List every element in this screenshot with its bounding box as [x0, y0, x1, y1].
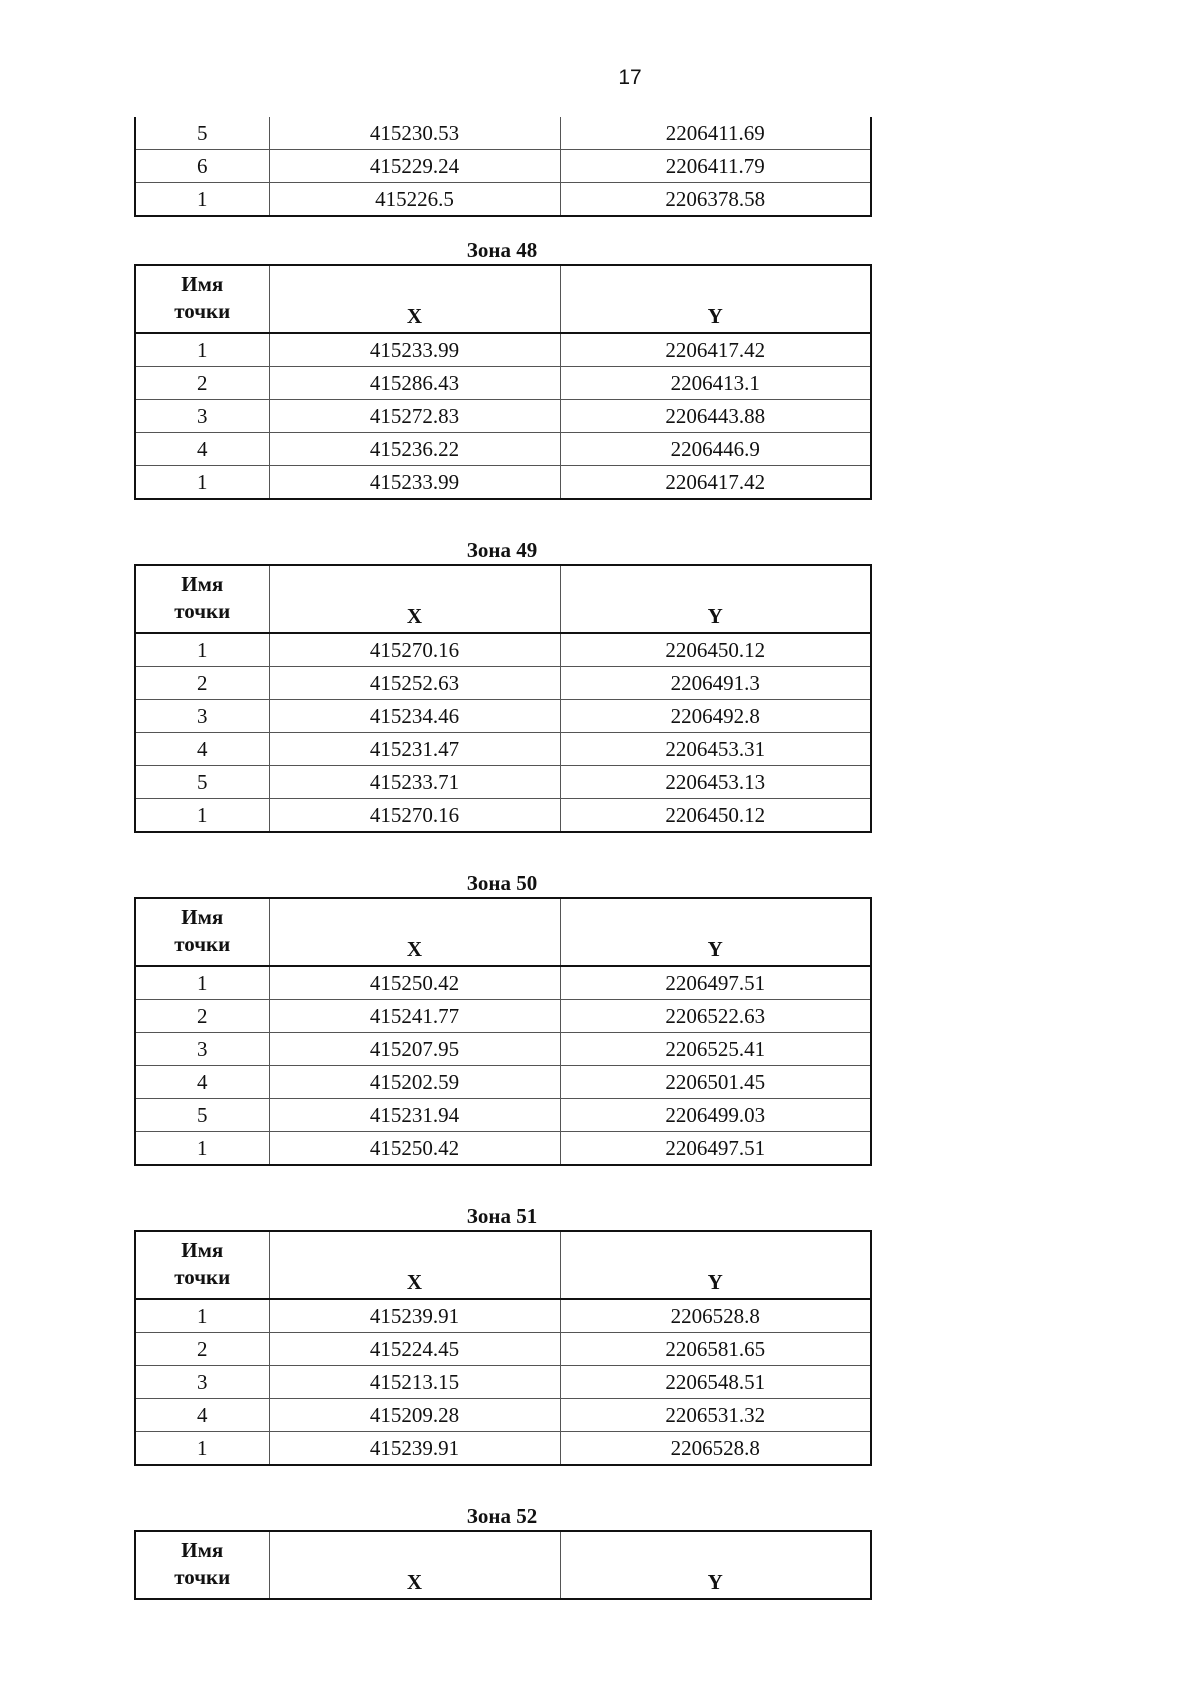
y-coordinate-cell: 2206499.03 [560, 1099, 871, 1132]
header-row [135, 1531, 871, 1599]
x-coordinate-cell: 415230.53 [269, 117, 560, 150]
table-row [135, 667, 871, 700]
header-row [135, 1231, 871, 1299]
coordinates-table [134, 264, 872, 500]
y-coordinate-cell: 2206446.9 [560, 433, 871, 466]
y-coordinate-cell: 2206492.8 [560, 700, 871, 733]
coordinates-table [134, 897, 872, 1166]
x-coordinate-cell: 415229.24 [269, 150, 560, 183]
table-row [135, 117, 871, 150]
y-coordinate-cell: 2206450.12 [560, 633, 871, 667]
point-name-cell: 1 [135, 183, 269, 217]
zone-title: Зона 52 [466, 1504, 538, 1528]
y-coordinate-cell: 2206443.88 [560, 400, 871, 433]
y-coordinate-cell: 2206522.63 [560, 1000, 871, 1033]
table-row [135, 1066, 871, 1099]
table-row [135, 333, 871, 367]
header-row [135, 265, 871, 333]
y-coordinate-cell: 2206453.13 [560, 766, 871, 799]
point-name-cell: 1 [135, 1132, 269, 1166]
x-coordinate-cell: 415226.5 [269, 183, 560, 217]
x-header: X [269, 265, 560, 333]
point-name-cell: 5 [135, 117, 269, 150]
point-name-cell: 4 [135, 1066, 269, 1099]
coordinates-table [134, 1230, 872, 1466]
point-name-cell: 3 [135, 400, 269, 433]
y-coordinate-cell: 2206528.8 [560, 1299, 871, 1333]
y-coordinate-cell: 2206497.51 [560, 966, 871, 1000]
table-row [135, 1299, 871, 1333]
zone-title: Зона 51 [466, 1204, 538, 1228]
y-coordinate-cell: 2206531.32 [560, 1399, 871, 1432]
x-coordinate-cell: 415239.91 [269, 1299, 560, 1333]
y-header: Y [560, 898, 871, 966]
point-name-cell: 3 [135, 700, 269, 733]
y-coordinate-cell: 2206491.3 [560, 667, 871, 700]
x-coordinate-cell: 415239.91 [269, 1432, 560, 1466]
table-row [135, 1099, 871, 1132]
point-name-cell: 1 [135, 1299, 269, 1333]
x-coordinate-cell: 415234.46 [269, 700, 560, 733]
zone-title: Зона 49 [466, 538, 538, 562]
x-coordinate-cell: 415250.42 [269, 1132, 560, 1166]
table-row [135, 733, 871, 766]
header-row [135, 565, 871, 633]
point-name-cell: 1 [135, 633, 269, 667]
table-row [135, 433, 871, 466]
point-name-cell: 1 [135, 333, 269, 367]
table-row [135, 966, 871, 1000]
point-name-cell: 4 [135, 433, 269, 466]
table-row [135, 1033, 871, 1066]
point-name-cell: 1 [135, 1432, 269, 1466]
point-name-cell: 6 [135, 150, 269, 183]
table-row [135, 1399, 871, 1432]
x-header: X [269, 1231, 560, 1299]
y-coordinate-cell: 2206501.45 [560, 1066, 871, 1099]
y-coordinate-cell: 2206413.1 [560, 367, 871, 400]
table-row [135, 766, 871, 799]
point-name-header: Имя точки [135, 898, 269, 966]
point-name-cell: 2 [135, 367, 269, 400]
table-row [135, 633, 871, 667]
x-coordinate-cell: 415272.83 [269, 400, 560, 433]
x-coordinate-cell: 415233.71 [269, 766, 560, 799]
y-coordinate-cell: 2206497.51 [560, 1132, 871, 1166]
y-coordinate-cell: 2206417.42 [560, 466, 871, 500]
x-coordinate-cell: 415207.95 [269, 1033, 560, 1066]
table-row [135, 1000, 871, 1033]
point-name-cell: 2 [135, 667, 269, 700]
x-coordinate-cell: 415231.47 [269, 733, 560, 766]
point-name-cell: 2 [135, 1000, 269, 1033]
y-coordinate-cell: 2206453.31 [560, 733, 871, 766]
point-name-header: Имя точки [135, 1531, 269, 1599]
table-row [135, 466, 871, 500]
x-coordinate-cell: 415209.28 [269, 1399, 560, 1432]
x-coordinate-cell: 415224.45 [269, 1333, 560, 1366]
y-coordinate-cell: 2206525.41 [560, 1033, 871, 1066]
table-row [135, 1333, 871, 1366]
x-header: X [269, 1531, 560, 1599]
point-name-header: Имя точки [135, 565, 269, 633]
x-coordinate-cell: 415252.63 [269, 667, 560, 700]
point-name-cell: 1 [135, 966, 269, 1000]
x-coordinate-cell: 415236.22 [269, 433, 560, 466]
table-row [135, 1366, 871, 1399]
x-coordinate-cell: 415202.59 [269, 1066, 560, 1099]
y-coordinate-cell: 2206548.51 [560, 1366, 871, 1399]
y-coordinate-cell: 2206411.69 [560, 117, 871, 150]
point-name-cell: 1 [135, 799, 269, 833]
header-row [135, 898, 871, 966]
x-coordinate-cell: 415250.42 [269, 966, 560, 1000]
table-row [135, 367, 871, 400]
point-name-cell: 4 [135, 1399, 269, 1432]
table-row [135, 150, 871, 183]
x-coordinate-cell: 415233.99 [269, 333, 560, 367]
y-coordinate-cell: 2206581.65 [560, 1333, 871, 1366]
coordinates-table [134, 564, 872, 833]
y-header: Y [560, 1231, 871, 1299]
point-name-cell: 3 [135, 1366, 269, 1399]
table-row [135, 400, 871, 433]
x-coordinate-cell: 415241.77 [269, 1000, 560, 1033]
x-coordinate-cell: 415231.94 [269, 1099, 560, 1132]
table-row [135, 1132, 871, 1166]
zone-title: Зона 50 [466, 871, 538, 895]
point-name-cell: 2 [135, 1333, 269, 1366]
zone-title: Зона 48 [466, 238, 538, 262]
y-header: Y [560, 265, 871, 333]
y-coordinate-cell: 2206450.12 [560, 799, 871, 833]
table-row [135, 700, 871, 733]
point-name-cell: 5 [135, 1099, 269, 1132]
x-coordinate-cell: 415233.99 [269, 466, 560, 500]
point-name-cell: 3 [135, 1033, 269, 1066]
point-name-cell: 1 [135, 466, 269, 500]
x-header: X [269, 565, 560, 633]
table-row [135, 183, 871, 217]
coordinates-table [134, 117, 872, 217]
page-number: 17 [618, 66, 642, 89]
y-coordinate-cell: 2206378.58 [560, 183, 871, 217]
x-coordinate-cell: 415213.15 [269, 1366, 560, 1399]
point-name-header: Имя точки [135, 265, 269, 333]
y-header: Y [560, 565, 871, 633]
point-name-cell: 5 [135, 766, 269, 799]
x-coordinate-cell: 415270.16 [269, 633, 560, 667]
y-coordinate-cell: 2206528.8 [560, 1432, 871, 1466]
y-coordinate-cell: 2206417.42 [560, 333, 871, 367]
point-name-header: Имя точки [135, 1231, 269, 1299]
point-name-cell: 4 [135, 733, 269, 766]
x-coordinate-cell: 415270.16 [269, 799, 560, 833]
table-row [135, 799, 871, 833]
table-row [135, 1432, 871, 1466]
y-coordinate-cell: 2206411.79 [560, 150, 871, 183]
coordinates-table [134, 1530, 872, 1600]
x-header: X [269, 898, 560, 966]
x-coordinate-cell: 415286.43 [269, 367, 560, 400]
y-header: Y [560, 1531, 871, 1599]
